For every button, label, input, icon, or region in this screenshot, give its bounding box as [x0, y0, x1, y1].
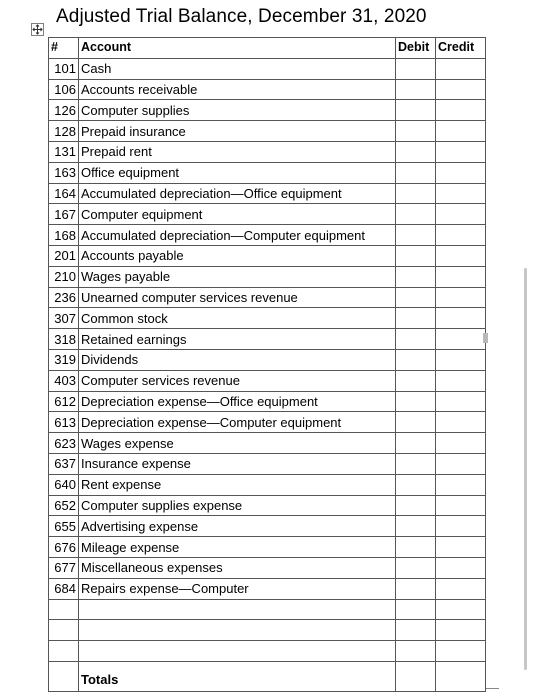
credit-cell[interactable]: [436, 495, 486, 516]
account-number-cell: 318: [49, 329, 79, 350]
credit-cell[interactable]: [436, 349, 486, 370]
account-number-cell: 640: [49, 474, 79, 495]
debit-cell[interactable]: [396, 599, 436, 620]
table-row: [49, 433, 486, 454]
credit-cell[interactable]: [436, 245, 486, 266]
debit-cell[interactable]: [396, 308, 436, 329]
table-row: [49, 141, 486, 162]
account-name-cell: [79, 599, 396, 620]
debit-cell[interactable]: [396, 620, 436, 641]
account-number-cell: 307: [49, 308, 79, 329]
debit-cell[interactable]: [396, 433, 436, 454]
debit-cell[interactable]: [396, 121, 436, 142]
account-number-cell: 210: [49, 266, 79, 287]
debit-cell[interactable]: [396, 412, 436, 433]
account-name-cell: Advertising expense: [79, 516, 396, 537]
header-debit: Debit: [396, 38, 436, 59]
table-row: [49, 370, 486, 391]
table-row: [49, 349, 486, 370]
credit-cell[interactable]: [436, 557, 486, 578]
table-header-row: [49, 38, 486, 59]
credit-cell[interactable]: [436, 225, 486, 246]
account-number-cell: 319: [49, 349, 79, 370]
debit-cell[interactable]: [396, 641, 436, 662]
debit-cell[interactable]: [396, 329, 436, 350]
credit-cell[interactable]: [436, 641, 486, 662]
account-name-cell: Depreciation expense—Computer equipment: [79, 412, 396, 433]
account-number-cell: 236: [49, 287, 79, 308]
totals-credit-cell[interactable]: [436, 661, 486, 691]
table-row: [49, 308, 486, 329]
debit-cell[interactable]: [396, 245, 436, 266]
credit-cell[interactable]: [436, 474, 486, 495]
account-number-cell: 623: [49, 433, 79, 454]
account-name-cell: Wages expense: [79, 433, 396, 454]
debit-cell[interactable]: [396, 349, 436, 370]
credit-cell[interactable]: [436, 266, 486, 287]
table-row: [49, 578, 486, 599]
totals-row: [49, 661, 486, 691]
account-number-cell: 163: [49, 162, 79, 183]
account-number-cell: [49, 620, 79, 641]
credit-cell[interactable]: [436, 308, 486, 329]
debit-cell[interactable]: [396, 183, 436, 204]
debit-cell[interactable]: [396, 162, 436, 183]
debit-cell[interactable]: [396, 287, 436, 308]
credit-cell[interactable]: [436, 620, 486, 641]
credit-cell[interactable]: [436, 370, 486, 391]
credit-cell[interactable]: [436, 391, 486, 412]
account-name-cell: Accumulated depreciation—Office equipment: [79, 183, 396, 204]
account-name-cell: [79, 641, 396, 662]
account-name-cell: Computer supplies expense: [79, 495, 396, 516]
account-number-cell: 403: [49, 370, 79, 391]
account-name-cell: Prepaid insurance: [79, 121, 396, 142]
account-number-cell: 652: [49, 495, 79, 516]
totals-debit-cell[interactable]: [396, 661, 436, 691]
account-name-cell: Accounts payable: [79, 245, 396, 266]
table-row: [49, 287, 486, 308]
debit-cell[interactable]: [396, 537, 436, 558]
header-credit: Credit: [436, 38, 486, 59]
table-row: [49, 516, 486, 537]
account-name-cell: Cash: [79, 58, 396, 79]
table-row: [49, 58, 486, 79]
account-number-cell: 613: [49, 412, 79, 433]
account-number-cell: 677: [49, 557, 79, 578]
account-name-cell: Accounts receivable: [79, 79, 396, 100]
debit-cell[interactable]: [396, 453, 436, 474]
debit-cell[interactable]: [396, 266, 436, 287]
account-name-cell: Prepaid rent: [79, 141, 396, 162]
credit-cell[interactable]: [436, 79, 486, 100]
table-row: [49, 162, 486, 183]
account-number-cell: [49, 641, 79, 662]
debit-cell[interactable]: [396, 557, 436, 578]
account-number-cell: 655: [49, 516, 79, 537]
account-name-cell: Mileage expense: [79, 537, 396, 558]
table-row: [49, 245, 486, 266]
account-name-cell: Computer equipment: [79, 204, 396, 225]
table-row: [49, 204, 486, 225]
credit-cell[interactable]: [436, 453, 486, 474]
table-row: [49, 641, 486, 662]
debit-cell[interactable]: [396, 58, 436, 79]
table-row: [49, 495, 486, 516]
account-number-cell: 612: [49, 391, 79, 412]
table-row: [49, 453, 486, 474]
credit-cell[interactable]: [436, 578, 486, 599]
table-row: [49, 391, 486, 412]
totals-number-cell[interactable]: [49, 661, 79, 691]
table-row-resize-marker[interactable]: [483, 333, 488, 343]
table-row: [49, 557, 486, 578]
account-name-cell: Office equipment: [79, 162, 396, 183]
debit-cell[interactable]: [396, 100, 436, 121]
debit-cell[interactable]: [396, 578, 436, 599]
account-number-cell: 101: [49, 58, 79, 79]
account-number-cell: 168: [49, 225, 79, 246]
table-row: [49, 329, 486, 350]
page-corner-mark: [486, 688, 499, 692]
account-name-cell: Computer supplies: [79, 100, 396, 121]
account-name-cell: Repairs expense—Computer: [79, 578, 396, 599]
debit-cell[interactable]: [396, 204, 436, 225]
debit-cell[interactable]: [396, 495, 436, 516]
document-title: Adjusted Trial Balance, December 31, 2020: [56, 6, 427, 27]
account-number-cell: 676: [49, 537, 79, 558]
account-number-cell: [49, 599, 79, 620]
table-move-handle-icon[interactable]: [31, 23, 44, 36]
account-number-cell: 128: [49, 121, 79, 142]
credit-cell[interactable]: [436, 537, 486, 558]
table-row: [49, 121, 486, 142]
credit-cell[interactable]: [436, 162, 486, 183]
trial-balance-table: [48, 37, 486, 692]
account-name-cell: Depreciation expense—Office equipment: [79, 391, 396, 412]
account-number-cell: 684: [49, 578, 79, 599]
debit-cell[interactable]: [396, 391, 436, 412]
credit-cell[interactable]: [436, 141, 486, 162]
account-name-cell: Wages payable: [79, 266, 396, 287]
table-row: [49, 412, 486, 433]
account-name-cell: [79, 620, 396, 641]
table-row: [49, 620, 486, 641]
debit-cell[interactable]: [396, 225, 436, 246]
account-name-cell: Unearned computer services revenue: [79, 287, 396, 308]
credit-cell[interactable]: [436, 433, 486, 454]
account-number-cell: 106: [49, 79, 79, 100]
header-account: Account: [79, 38, 396, 59]
account-number-cell: 201: [49, 245, 79, 266]
account-number-cell: 164: [49, 183, 79, 204]
account-name-cell: Miscellaneous expenses: [79, 557, 396, 578]
account-number-cell: 126: [49, 100, 79, 121]
credit-cell[interactable]: [436, 204, 486, 225]
account-name-cell: Accumulated depreciation—Computer equipment: [79, 225, 396, 246]
account-name-cell: Retained earnings: [79, 329, 396, 350]
table-row: [49, 599, 486, 620]
table-row: [49, 183, 486, 204]
account-name-cell: Insurance expense: [79, 453, 396, 474]
credit-cell[interactable]: [436, 100, 486, 121]
credit-cell[interactable]: [436, 183, 486, 204]
debit-cell[interactable]: [396, 516, 436, 537]
table-row: [49, 474, 486, 495]
credit-cell[interactable]: [436, 516, 486, 537]
debit-cell[interactable]: [396, 79, 436, 100]
account-number-cell: 637: [49, 453, 79, 474]
account-number-cell: 167: [49, 204, 79, 225]
table-row: [49, 100, 486, 121]
header-number: #: [49, 38, 79, 59]
credit-cell[interactable]: [436, 287, 486, 308]
table-row: [49, 266, 486, 287]
table-body: [49, 58, 486, 661]
account-name-cell: Rent expense: [79, 474, 396, 495]
account-number-cell: 131: [49, 141, 79, 162]
credit-cell[interactable]: [436, 412, 486, 433]
credit-cell[interactable]: [436, 599, 486, 620]
debit-cell[interactable]: [396, 370, 436, 391]
table-row: [49, 225, 486, 246]
account-name-cell: Common stock: [79, 308, 396, 329]
table-row: [49, 537, 486, 558]
totals-label: Totals: [79, 661, 396, 691]
account-name-cell: Dividends: [79, 349, 396, 370]
debit-cell[interactable]: [396, 141, 436, 162]
credit-cell[interactable]: [436, 329, 486, 350]
four-arrow-move-icon: [32, 24, 43, 35]
vertical-scrollbar[interactable]: [524, 268, 527, 670]
table-row: [49, 79, 486, 100]
credit-cell[interactable]: [436, 58, 486, 79]
debit-cell[interactable]: [396, 474, 436, 495]
account-name-cell: Computer services revenue: [79, 370, 396, 391]
credit-cell[interactable]: [436, 121, 486, 142]
